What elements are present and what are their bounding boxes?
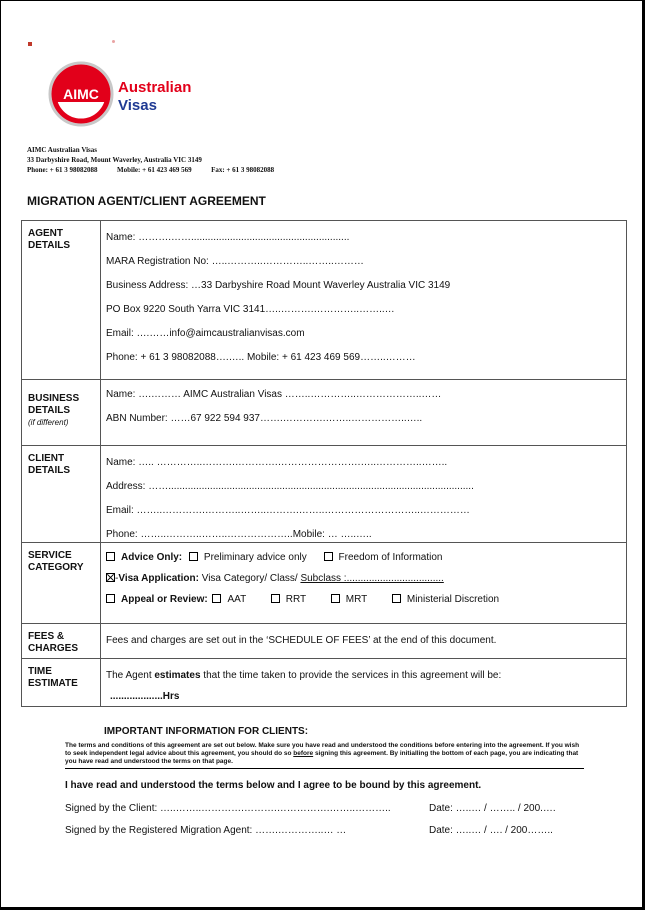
time-text-post: that the time taken to provide the services in this agreement will be: (200, 670, 502, 681)
business-name: Name: ….……… AIMC Australian Visas ……..…………..………………..…… (106, 389, 442, 400)
logo-badge-text: AIMC (63, 86, 99, 102)
agent-po-box: PO Box 9220 South Yarra VIC 3141…..……….…………..……..… (106, 304, 395, 315)
client-date-field[interactable]: Date: …..… / …….. / 200.…. (429, 803, 556, 814)
time-text (106, 670, 626, 681)
client-row (22, 446, 627, 543)
time-text-pre: The Agent (106, 670, 155, 681)
client-name-field[interactable]: Name: ….. …………..……….………….…………………….…..…………..…….. (106, 457, 448, 468)
preliminary-label: Preliminary advice only (203, 552, 307, 563)
rrt-label: RRT (285, 594, 306, 605)
preliminary-checkbox[interactable] (189, 552, 198, 561)
company-phone: Phone: + 61 3 98082088 (27, 166, 98, 174)
logo-emblem-icon (48, 58, 208, 130)
agent-label: AGENT DETAILS (22, 221, 101, 380)
visa-prefix: - (115, 573, 119, 584)
mrt-label: MRT (345, 594, 368, 605)
company-address: 33 Darbyshire Road, Mount Waverley, Australia VIC 3149 (27, 156, 202, 164)
client-label: CLIENT DETAILS (22, 446, 101, 543)
service-options (101, 543, 627, 624)
agent-date-field[interactable]: Date: …..… / …. / 200…….. (429, 825, 553, 836)
client-signature-line (65, 803, 556, 814)
rrt-checkbox[interactable] (271, 594, 280, 603)
company-logo (48, 58, 208, 128)
logo-line1: Australian (118, 79, 192, 96)
client-signature-field[interactable]: Signed by the Client: …..……..………….……….…………….……..……….. (65, 803, 391, 814)
client-email-field[interactable]: Email: ……..………….………..……..……….……..………………………..…………… (106, 505, 470, 516)
agent-row (22, 221, 627, 380)
fees-row (22, 624, 627, 659)
service-line-appeal (106, 594, 626, 605)
business-row (22, 380, 627, 446)
agreement-table (21, 220, 627, 707)
subclass-field[interactable]: Subclass :................................... (300, 573, 444, 584)
agent-details (101, 221, 627, 380)
important-heading: IMPORTANT INFORMATION FOR CLIENTS: (104, 726, 309, 737)
important-text-a: The terms and conditions of this agreement are set out below. Make sure you have read and understood the conditions before entering into the agreement. If you wish to seek independent legal advice about this agreement, you should do so (65, 742, 580, 757)
ministerial-label: Ministerial Discretion (406, 594, 500, 605)
visa-application-label: Visa Application: (118, 573, 199, 584)
visa-category-label: Visa Category/ Class/ (198, 573, 301, 584)
client-address-field[interactable]: Address: …….............................................................................................................. (106, 481, 474, 492)
company-mobile: Mobile: + 61 423 469 569 (117, 166, 192, 174)
agent-phone: Phone: + 61 3 98082088….….. Mobile: + 61 423 469 569……..……… (106, 352, 416, 363)
agent-email: Email: ….……info@aimcaustralianvisas.com (106, 328, 305, 339)
important-text (65, 742, 585, 766)
service-row (22, 543, 627, 624)
advice-only-checkbox[interactable] (106, 552, 115, 561)
time-text-bold: estimates (154, 670, 201, 681)
visa-application-checkbox[interactable] (106, 573, 115, 582)
time-label: TIME ESTIMATE (22, 659, 101, 707)
aat-checkbox[interactable] (212, 594, 221, 603)
client-phone-field[interactable]: Phone: ……..………..……..………………..Mobile: … …..….. (106, 529, 372, 540)
business-label (22, 380, 101, 446)
divider (65, 768, 584, 769)
company-fax: Fax: + 61 3 98082088 (211, 166, 275, 174)
important-text-b: signing this agreement. By initialling the bottom of each page, you are indicating that you have read and understood the terms on that page. (65, 750, 579, 765)
appeal-checkbox[interactable] (106, 594, 115, 603)
agreement-statement: I have read and understood the terms below and I agree to be bound by this agreement. (65, 780, 482, 791)
fees-label: FEES & CHARGES (22, 624, 101, 659)
corner-dot (112, 40, 115, 43)
business-label-text: BUSINESS DETAILS (28, 393, 80, 416)
important-text-before: before (293, 750, 314, 757)
company-name: AIMC Australian Visas (27, 146, 98, 154)
time-text-cell (101, 659, 627, 707)
agent-signature-line (65, 825, 553, 836)
agent-name-field[interactable]: Name: ……….……......................................................... (106, 232, 350, 243)
agent-business-address: Business Address: …33 Darbyshire Road Mount Waverley Australia VIC 3149 (106, 280, 451, 291)
aat-label: AAT (227, 594, 247, 605)
appeal-label: Appeal or Review: (121, 594, 208, 605)
fees-text-cell (101, 624, 627, 659)
client-details (101, 446, 627, 543)
page-title: MIGRATION AGENT/CLIENT AGREEMENT (27, 194, 266, 208)
service-label: SERVICE CATEGORY (22, 543, 101, 624)
service-line-advice (106, 552, 626, 563)
fees-text: Fees and charges are set out in the ‘SCHEDULE OF FEES’ at the end of this document. (106, 635, 497, 646)
business-abn: ABN Number: ……67 922 594 937…….………….……..……………..….. (106, 413, 423, 424)
mrt-checkbox[interactable] (331, 594, 340, 603)
logo-line2: Visas (118, 97, 157, 114)
company-phones (27, 165, 274, 175)
service-line-visa (106, 573, 626, 584)
time-hours-field[interactable]: ...................Hrs (110, 691, 180, 702)
freedom-label: Freedom of Information (338, 552, 443, 563)
advice-only-label: Advice Only: (121, 552, 183, 563)
time-row (22, 659, 627, 707)
agent-mara-field[interactable]: MARA Registration No: …..………..…………..……..……… (106, 256, 364, 267)
freedom-checkbox[interactable] (324, 552, 333, 561)
business-details (101, 380, 627, 446)
agent-signature-field[interactable]: Signed by the Registered Migration Agent: …….…………..… … (65, 825, 347, 836)
ministerial-checkbox[interactable] (392, 594, 401, 603)
corner-mark (28, 42, 32, 46)
business-label-sub: (if different) (28, 418, 69, 427)
